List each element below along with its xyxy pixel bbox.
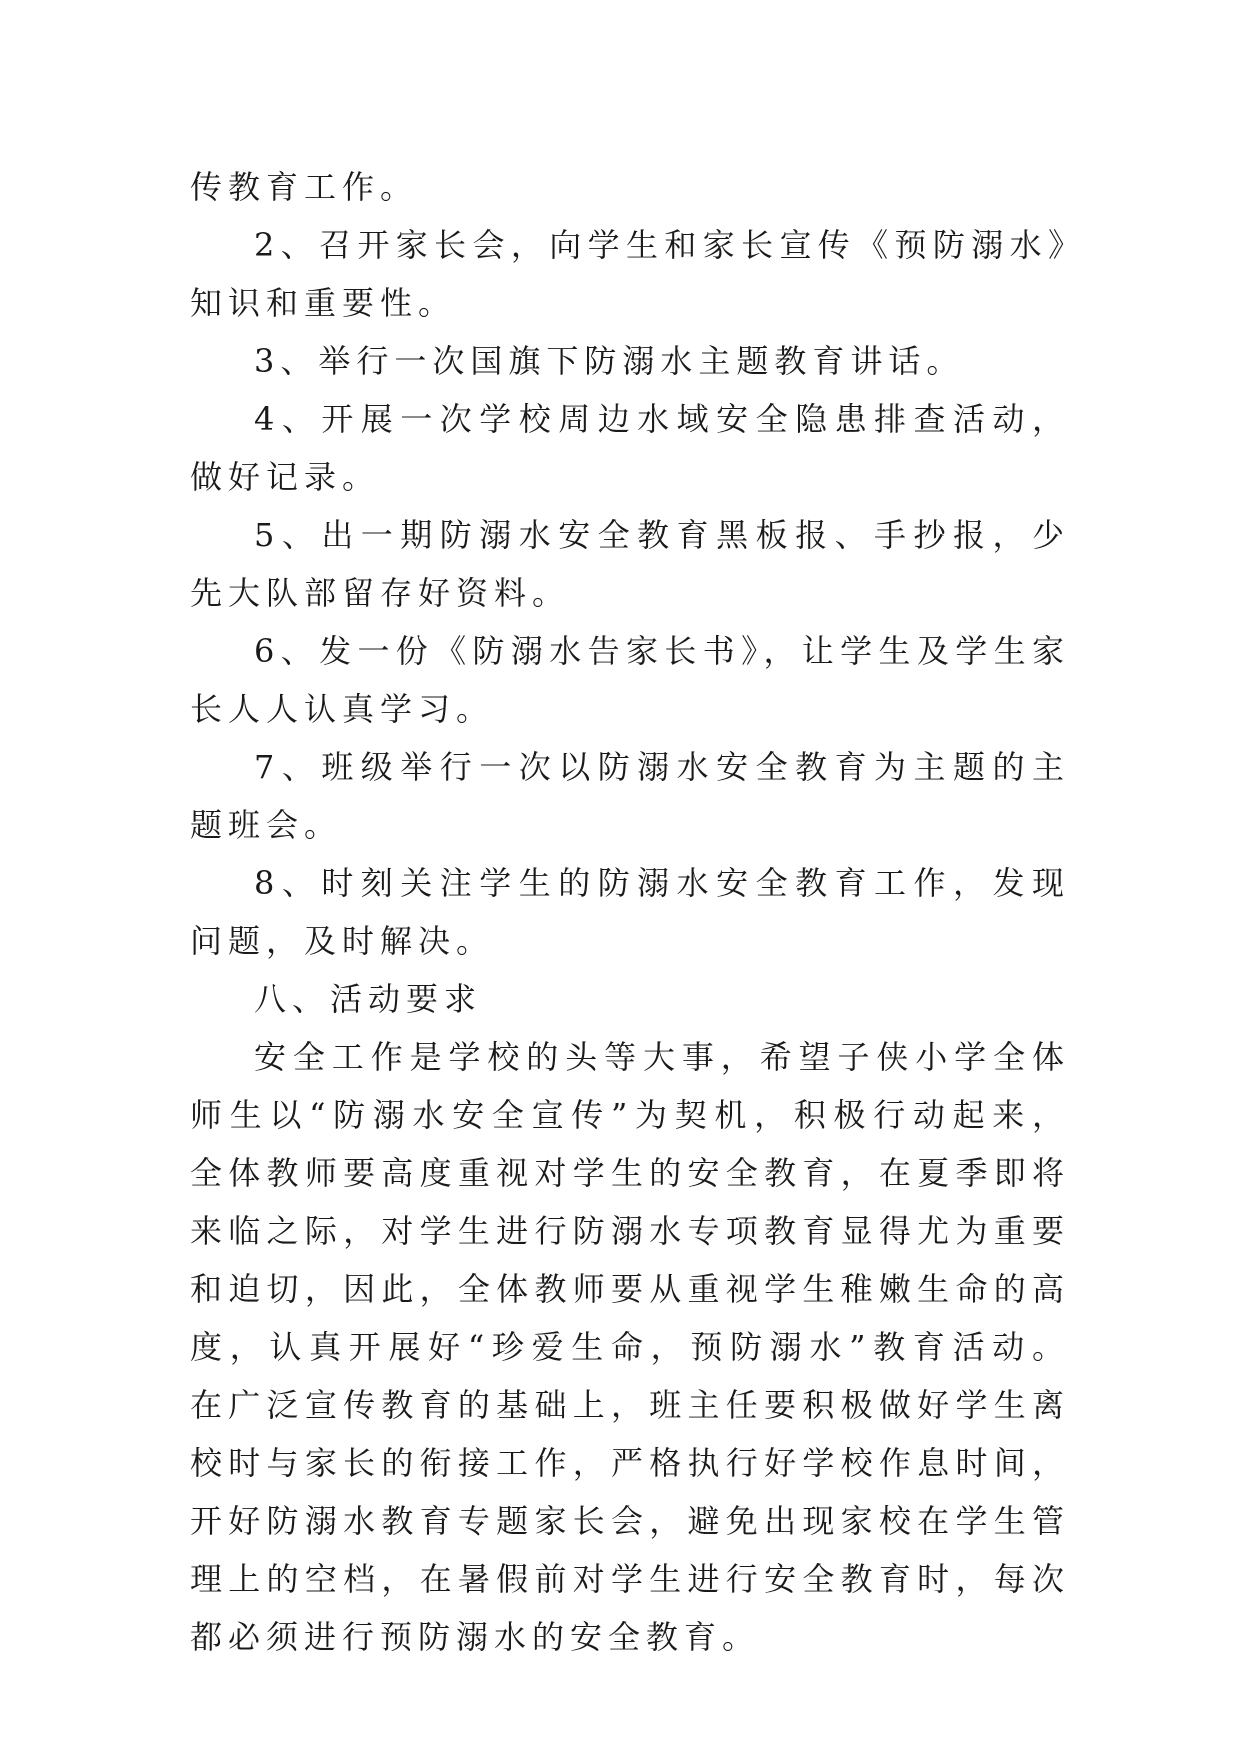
list-item-7: 7、班级举行一次以防溺水安全教育为主题的主题班会。 [190, 748, 1070, 844]
document-body [190, 158, 1070, 1666]
list-item-2: 2、召开家长会，向学生和家长宣传《预防溺水》知识和重要性。 [190, 226, 1070, 322]
body-paragraph: 安全工作是学校的头等大事，希望子侠小学全体师生以“防溺水安全宣传”为契机，积极行动起来，全体教师要高度重视对学生的安全教育，在夏季即将来临之际，对学生进行防溺水专项教育显得尤为重要和迫切，因此，全体教师要从重视学生稚嫩生命的高度，认真开展好“珍爱生命，预防溺水”教育活动。在广泛宣传教育的基础上，班主任要积极做好学生离校时与家长的衔接工作，严格执行好学校作息时间，开好防溺水教育专题家长会，避免出现家校在学生管理上的空档，在暑假前对学生进行安全教育时，每次都必须进行预防溺水的安全教育。 [190, 1038, 1070, 1656]
section-heading: 八、活动要求 [254, 980, 483, 1018]
list-item-8: 8、时刻关注学生的防溺水安全教育工作，发现问题，及时解决。 [190, 864, 1070, 960]
list-item-3: 3、举行一次国旗下防溺水主题教育讲话。 [254, 342, 965, 380]
list-item-5: 5、出一期防溺水安全教育黑板报、手抄报，少先大队部留存好资料。 [190, 516, 1070, 612]
list-item-6: 6、发一份《防溺水告家长书》，让学生及学生家长人人认真学习。 [190, 632, 1070, 728]
paragraph-continuation: 传教育工作。 [190, 168, 419, 206]
list-item-4: 4、开展一次学校周边水域安全隐患排查活动，做好记录。 [190, 400, 1070, 496]
